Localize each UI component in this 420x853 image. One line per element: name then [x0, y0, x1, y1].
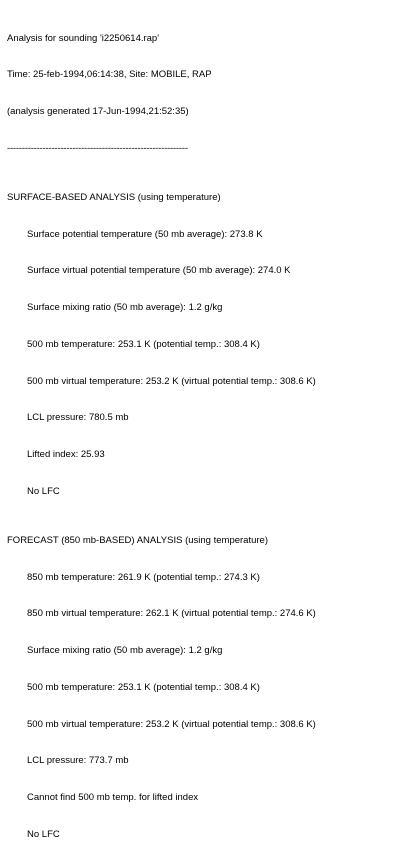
- report-title: Analysis for sounding 'i2250614.rap': [7, 32, 160, 44]
- surface-500mb-temp-line: 500 mb temperature: 253.1 K (potential temp.: 308.4 K): [27, 338, 260, 350]
- surface-mixing-ratio-line: Surface mixing ratio (50 mb average): 1.2 g/kg: [27, 302, 223, 313]
- forecast-lfc-line: No LFC: [27, 828, 60, 840]
- surface-analysis-heading: SURFACE-BASED ANALYSIS (using temperature): [7, 191, 221, 203]
- forecast-lifted-index-note-line: Cannot find 500 mb temp. for lifted index: [27, 792, 199, 803]
- surface-500mb-virtual-temp-line: 500 mb virtual temperature: 253.2 K (virtual potential temp.: 308.6 K): [27, 375, 316, 387]
- forecast-500mb-virtual-temp-line: 500 mb virtual temperature: 253.2 K (virtual potential temp.: 308.6 K): [27, 718, 316, 730]
- forecast-850mb-temp-line: 850 mb temperature: 261.9 K (potential temp.: 274.3 K): [27, 571, 260, 583]
- surface-lfc-line: No LFC: [27, 485, 60, 497]
- surface-lcl-pressure-line: LCL pressure: 780.5 mb: [27, 412, 129, 424]
- forecast-mixing-ratio-line: Surface mixing ratio (50 mb average): 1.2 g/kg: [27, 645, 223, 656]
- forecast-500mb-temp-line: 500 mb temperature: 253.1 K (potential temp.: 308.4 K): [27, 681, 260, 693]
- sounding-analysis-report: [7, 8, 413, 853]
- generated-line: (analysis generated 17-Jun-1994,21:52:35): [7, 106, 189, 117]
- time-site-line: Time: 25-feb-1994,06:14:38, Site: MOBILE, RAP: [7, 69, 212, 81]
- forecast-analysis-heading: FORECAST (850 mb-BASED) ANALYSIS (using temperature): [7, 534, 268, 546]
- forecast-lcl-pressure-line: LCL pressure: 773.7 mb: [27, 755, 129, 767]
- surface-virtual-potential-temp-line: Surface virtual potential temperature (50 mb average): 274.0 K: [27, 265, 291, 277]
- surface-potential-temp-line: Surface potential temperature (50 mb average): 273.8 K: [27, 228, 263, 240]
- forecast-850mb-virtual-temp-line: 850 mb virtual temperature: 262.1 K (virtual potential temp.: 274.6 K): [27, 608, 316, 620]
- separator-line: -------------------------------------------------------------: [7, 142, 188, 154]
- surface-lifted-index-line: Lifted index: 25.93: [27, 449, 105, 460]
